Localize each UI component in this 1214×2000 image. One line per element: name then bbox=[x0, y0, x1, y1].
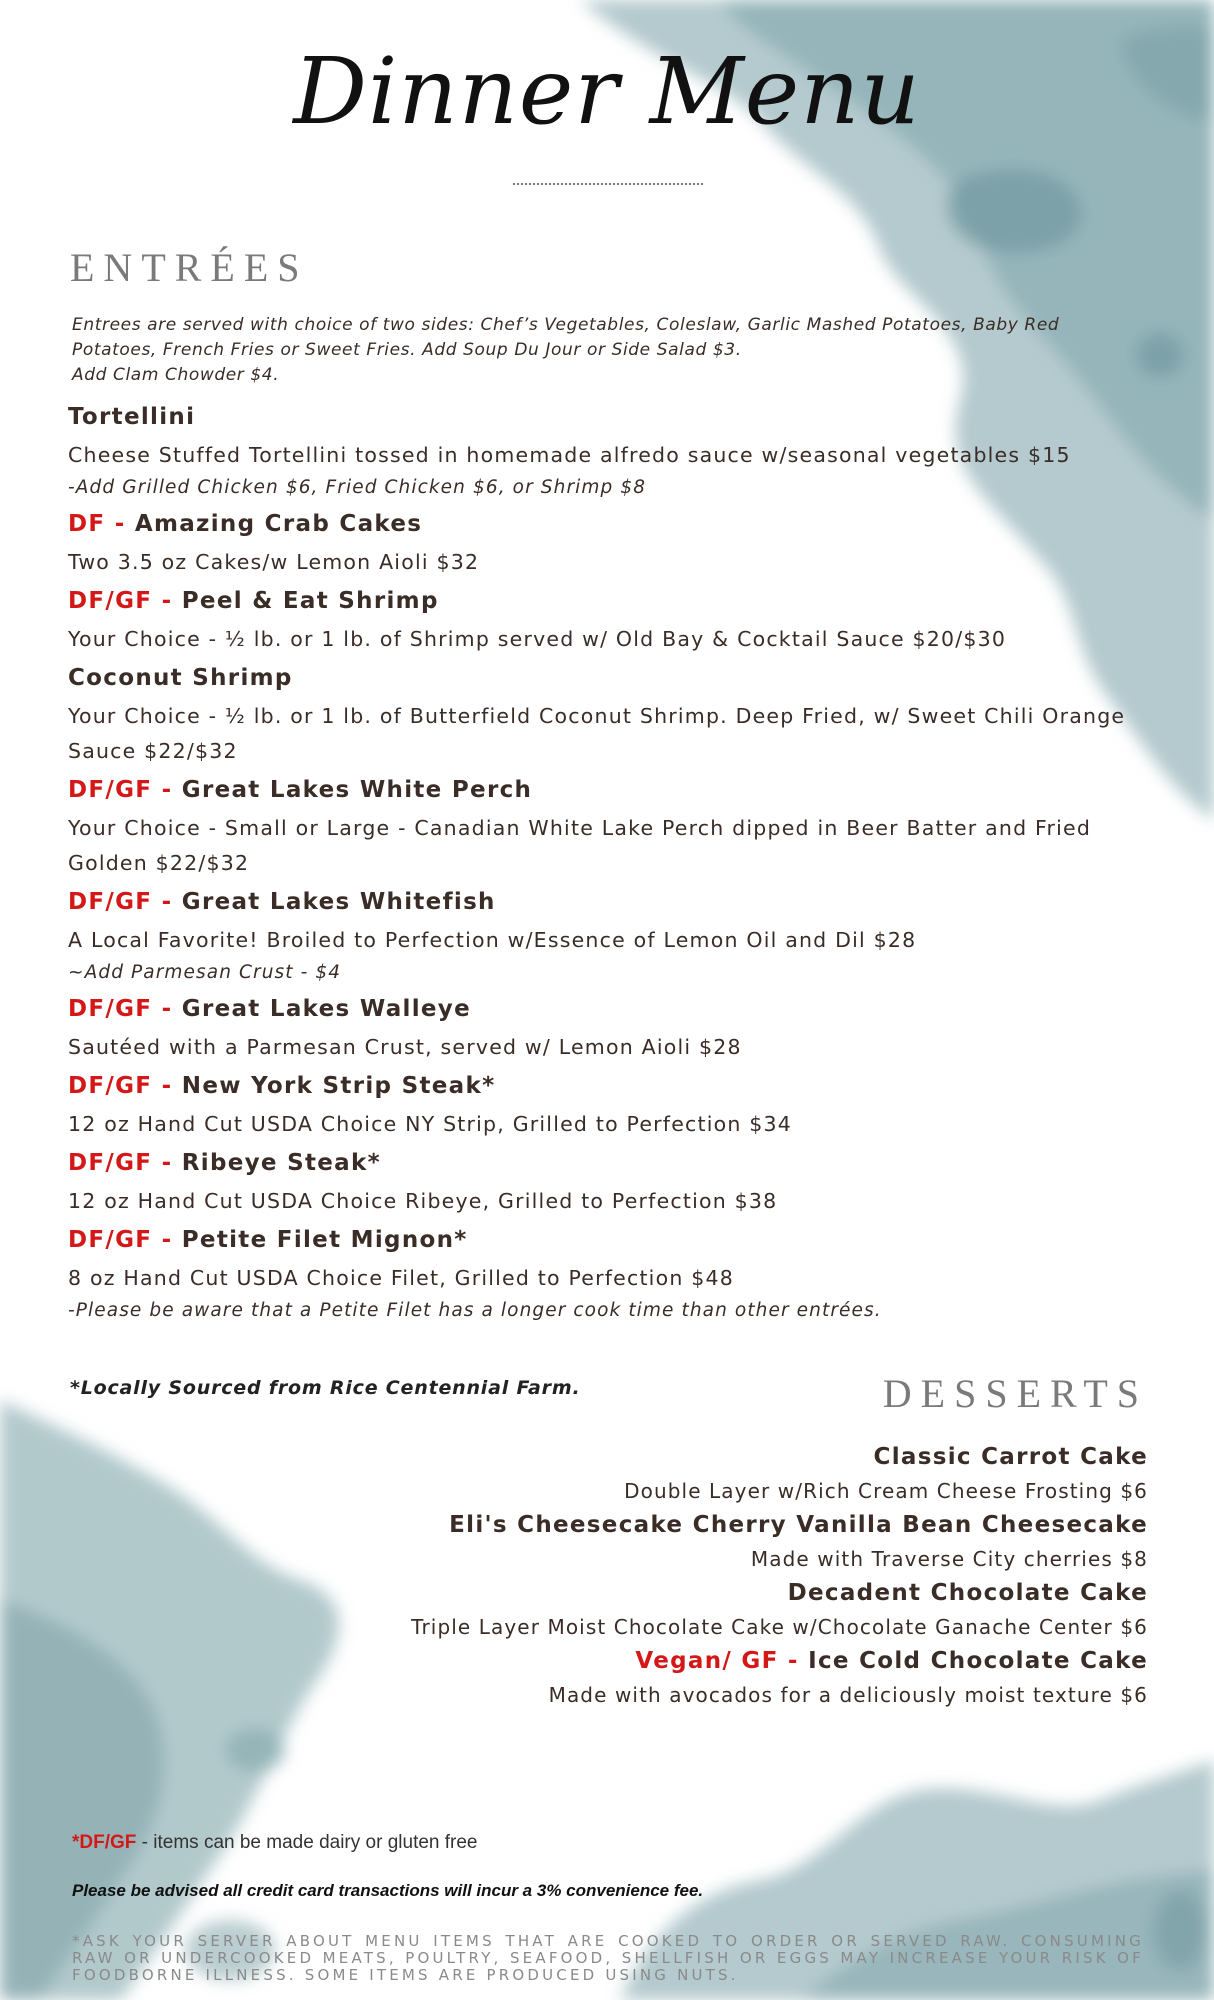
entrees-heading: ENTRÉES bbox=[70, 245, 309, 290]
entree-description: 12 oz Hand Cut USDA Choice Ribeye, Grilled to Perfection $38 bbox=[68, 1189, 778, 1213]
entree-name bbox=[68, 400, 1158, 434]
entree-description: 8 oz Hand Cut USDA Choice Filet, Grilled to Perfection $48 bbox=[68, 1266, 734, 1290]
intro-line: Entrees are served with choice of two sides: Chef’s Vegetables, Coleslaw, Garlic Mashed Potatoes, Baby Red bbox=[72, 315, 1060, 335]
entree-title: New York Strip Steak* bbox=[181, 1073, 496, 1099]
entree-note: -Please be aware that a Petite Filet has a longer cook time than other entrées. bbox=[68, 1300, 882, 1321]
legend-tag: *DF/GF bbox=[72, 1832, 137, 1853]
entree-name bbox=[68, 1146, 1158, 1180]
dessert-name bbox=[248, 1508, 1148, 1542]
entree-note: ~Add Parmesan Crust - $4 bbox=[68, 962, 342, 983]
diet-legend bbox=[72, 1832, 478, 1854]
entree-name bbox=[68, 773, 1158, 807]
entree-title: Peel & Eat Shrimp bbox=[181, 588, 439, 614]
dessert-title: Ice Cold Chocolate Cake bbox=[808, 1648, 1148, 1674]
entree-title: Great Lakes Whitefish bbox=[181, 889, 496, 915]
entree-item-ny-strip bbox=[68, 1069, 1158, 1142]
diet-tag: DF/GF - bbox=[68, 777, 182, 803]
dessert-description: Made with avocados for a deliciously moist texture $6 bbox=[548, 1683, 1148, 1707]
credit-card-advisory: Please be advised all credit card transactions will incur a 3% convenience fee. bbox=[72, 1881, 704, 1900]
entree-description: Your Choice - Small or Large - Canadian White Lake Perch dipped in Beer Batter and Fried Golden $22/$32 bbox=[68, 816, 1092, 875]
diet-tag: Vegan/ GF - bbox=[635, 1648, 809, 1674]
dessert-name bbox=[248, 1644, 1148, 1678]
entree-title: Coconut Shrimp bbox=[68, 665, 293, 691]
entree-title: Tortellini bbox=[68, 404, 196, 430]
dessert-description: Double Layer w/Rich Cream Cheese Frosting $6 bbox=[624, 1479, 1148, 1503]
entree-title: Great Lakes White Perch bbox=[181, 777, 533, 803]
entree-item-ribeye bbox=[68, 1146, 1158, 1219]
entree-name bbox=[68, 885, 1158, 919]
food-safety-warning: *ASK YOUR SERVER ABOUT MENU ITEMS THAT ARE COOKED TO ORDER OR SERVED RAW. CONSUMING RAW OR UNDERCOOKED MEATS, POULTRY, SEAFOOD, SHELLFISH OR EGGS MAY INCREASE YOUR RISK OF FOODBORNE ILLNESS. SOME ITEMS ARE PRODUCED USING NUTS. bbox=[72, 1932, 1144, 1984]
entree-description: A Local Favorite! Broiled to Perfection w/Essence of Lemon Oil and Dil $28 bbox=[68, 928, 917, 952]
locally-sourced-note: *Locally Sourced from Rice Centennial Farm. bbox=[70, 1377, 581, 1399]
entree-item-whitefish bbox=[68, 885, 1158, 988]
intro-line: Potatoes, French Fries or Sweet Fries. Add Soup Du Jour or Side Salad $3. bbox=[72, 340, 742, 360]
entree-item-tortellini bbox=[68, 400, 1158, 503]
title-divider bbox=[513, 183, 703, 185]
entree-note: -Add Grilled Chicken $6, Fried Chicken $6, or Shrimp $8 bbox=[68, 477, 647, 498]
dessert-name bbox=[248, 1440, 1148, 1474]
entree-title: Ribeye Steak* bbox=[181, 1150, 381, 1176]
diet-tag: DF/GF - bbox=[68, 588, 182, 614]
entree-description: Sautéed with a Parmesan Crust, served w/ Lemon Aioli $28 bbox=[68, 1035, 742, 1059]
entree-name bbox=[68, 661, 1158, 695]
entree-description: Cheese Stuffed Tortellini tossed in homemade alfredo sauce w/seasonal vegetables $15 bbox=[68, 443, 1071, 467]
entree-item-walleye bbox=[68, 992, 1158, 1065]
entree-name bbox=[68, 584, 1158, 618]
legend-text: - items can be made dairy or gluten free bbox=[136, 1832, 478, 1853]
entree-description: Your Choice - ½ lb. or 1 lb. of Butterfield Coconut Shrimp. Deep Fried, w/ Sweet Chili Orange Sauce $22/$32 bbox=[68, 704, 1126, 763]
entree-name bbox=[68, 507, 1158, 541]
intro-line: Add Clam Chowder $4. bbox=[72, 365, 280, 385]
diet-tag: DF/GF - bbox=[68, 1150, 182, 1176]
dessert-name bbox=[248, 1576, 1148, 1610]
diet-tag: DF/GF - bbox=[68, 1073, 182, 1099]
dessert-list bbox=[248, 1440, 1148, 1712]
entree-description: 12 oz Hand Cut USDA Choice NY Strip, Grilled to Perfection $34 bbox=[68, 1112, 793, 1136]
entree-name bbox=[68, 992, 1158, 1026]
entree-description: Your Choice - ½ lb. or 1 lb. of Shrimp served w/ Old Bay & Cocktail Sauce $20/$30 bbox=[68, 627, 1007, 651]
entree-item-peel-eat-shrimp bbox=[68, 584, 1158, 657]
diet-tag: DF - bbox=[68, 511, 135, 537]
entree-item-crab-cakes bbox=[68, 507, 1158, 580]
entree-description: Two 3.5 oz Cakes/w Lemon Aioli $32 bbox=[68, 550, 480, 574]
entree-title: Amazing Crab Cakes bbox=[134, 511, 423, 537]
entree-name bbox=[68, 1223, 1158, 1257]
entree-item-white-perch bbox=[68, 773, 1158, 881]
entree-name bbox=[68, 1069, 1158, 1103]
diet-tag: DF/GF - bbox=[68, 889, 182, 915]
dessert-title: Decadent Chocolate Cake bbox=[787, 1580, 1148, 1606]
dessert-title: Eli's Cheesecake Cherry Vanilla Bean Cheesecake bbox=[449, 1512, 1148, 1538]
menu-title: Dinner Menu bbox=[293, 38, 921, 145]
dessert-description: Made with Traverse City cherries $8 bbox=[750, 1547, 1148, 1571]
diet-tag: DF/GF - bbox=[68, 1227, 182, 1253]
entree-item-filet-mignon bbox=[68, 1223, 1158, 1326]
entree-item-coconut-shrimp bbox=[68, 661, 1158, 769]
entree-title: Petite Filet Mignon* bbox=[181, 1227, 468, 1253]
dessert-title: Classic Carrot Cake bbox=[873, 1444, 1148, 1470]
diet-tag: DF/GF - bbox=[68, 996, 182, 1022]
entrees-intro bbox=[72, 313, 1152, 388]
dessert-description: Triple Layer Moist Chocolate Cake w/Chocolate Ganache Center $6 bbox=[411, 1615, 1148, 1639]
entree-title: Great Lakes Walleye bbox=[181, 996, 471, 1022]
entree-list bbox=[68, 400, 1158, 1330]
desserts-heading: DESSERTS bbox=[882, 1371, 1148, 1416]
